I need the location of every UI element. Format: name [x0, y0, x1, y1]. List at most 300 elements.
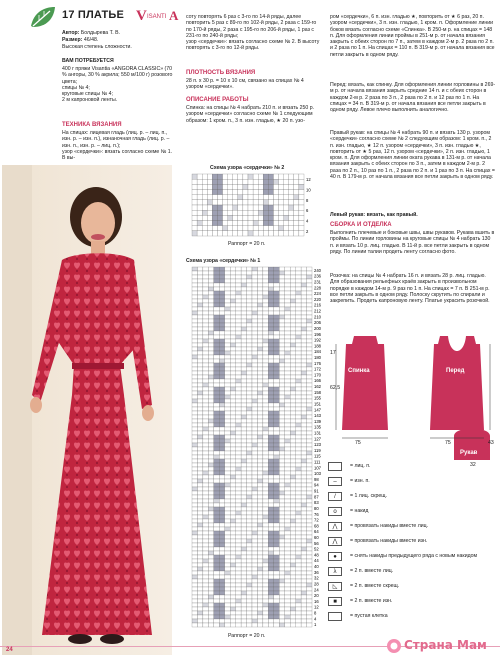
chart-cell [230, 411, 235, 415]
chart-cell [274, 279, 279, 283]
chart-cell [285, 543, 290, 547]
chart-cell [258, 205, 263, 210]
chart-cell [274, 375, 279, 379]
chart-cell [208, 383, 213, 387]
chart-cell [253, 205, 258, 210]
chart-cell [219, 563, 224, 567]
chart-cell [219, 543, 224, 547]
chart-cell [301, 575, 306, 579]
chart-cell [247, 539, 252, 543]
chart-cell [202, 179, 207, 184]
chart-cell [301, 287, 306, 291]
chart-cell [236, 443, 241, 447]
chart-cell [247, 459, 252, 463]
chart-cell [230, 519, 235, 523]
chart-cell [285, 531, 290, 535]
chart-cell [268, 200, 273, 205]
chart-cell [192, 507, 197, 511]
chart-cell [225, 323, 230, 327]
chart-cell [225, 435, 230, 439]
chart-cell [236, 491, 241, 495]
chart-cell [268, 415, 273, 419]
chart-cell [285, 603, 290, 607]
chart-cell [208, 543, 213, 547]
chart-row-label: 127 [314, 436, 321, 442]
chart-cell [268, 463, 273, 467]
chart-cell [296, 375, 301, 379]
chart-cell [268, 226, 273, 231]
chart-cell [285, 403, 290, 407]
chart-cell [202, 174, 207, 179]
chart-cell [301, 311, 306, 315]
chart-cell [236, 519, 241, 523]
chart-cell [296, 479, 301, 483]
chart-row-label: 83 [314, 500, 319, 506]
chart-cell [208, 439, 213, 443]
chart-cell [219, 599, 224, 603]
chart-cell [284, 174, 289, 179]
chart-cell [274, 539, 279, 543]
chart-cell [225, 383, 230, 387]
chart-cell [243, 195, 248, 200]
chart-cell [296, 359, 301, 363]
chart-cell [279, 467, 284, 471]
chart-cell [236, 291, 241, 295]
chart-cell [223, 184, 228, 189]
chart-cell [263, 439, 268, 443]
chart-cell [230, 323, 235, 327]
density-text: 28 п. х 30 р. = 10 х 10 см, связано на спицах № 4 узором «сердечки». [186, 78, 304, 91]
chart-cell [230, 427, 235, 431]
chart-cell [241, 327, 246, 331]
chart-cell [263, 379, 268, 383]
chart-cell [230, 607, 235, 611]
chart-cell [263, 387, 268, 391]
chart-cell [279, 190, 284, 195]
chart-cell [197, 591, 202, 595]
chart-cell [247, 359, 252, 363]
chart-cell [207, 184, 212, 189]
chart-cell [202, 231, 207, 236]
chart-cell [197, 607, 202, 611]
chart-cell [268, 419, 273, 423]
chart-cell [241, 331, 246, 335]
chart-cell [257, 583, 262, 587]
chart-cell [258, 221, 263, 226]
chart-cell [296, 287, 301, 291]
chart-cell [236, 523, 241, 527]
chart-row-label: 36 [314, 569, 319, 575]
chart-cell [252, 319, 257, 323]
legend-text: = накид [350, 508, 369, 514]
chart-cell [252, 367, 257, 371]
chart-cell [236, 411, 241, 415]
chart-cell [296, 567, 301, 571]
chart-cell [208, 271, 213, 275]
chart-cell [258, 226, 263, 231]
chart-cell [214, 419, 219, 423]
chart-cell [207, 200, 212, 205]
chart-cell [214, 595, 219, 599]
chart-cell [307, 367, 312, 371]
chart-cell [290, 455, 295, 459]
chart-cell [236, 495, 241, 499]
legend-text: = 2 п. вместе лиц. [350, 568, 394, 574]
chart-cell [274, 543, 279, 547]
chart-cell [268, 379, 273, 383]
chart-cell [208, 467, 213, 471]
chart-cell [307, 587, 312, 591]
chart-cell [192, 283, 197, 287]
chart-cell [253, 195, 258, 200]
chart-cell [268, 483, 273, 487]
chart-cell [219, 383, 224, 387]
chart-cell [197, 375, 202, 379]
chart-cell [258, 195, 263, 200]
chart-cell [214, 523, 219, 527]
chart-cell [290, 427, 295, 431]
chart-cell [197, 307, 202, 311]
chart-cell [203, 555, 208, 559]
chart-cell [192, 419, 197, 423]
chart-cell [192, 411, 197, 415]
chart-cell [273, 179, 278, 184]
chart-cell [214, 355, 219, 359]
chart-cell [273, 190, 278, 195]
chart-cell [238, 190, 243, 195]
chart-cell [219, 347, 224, 351]
chart-cell [203, 371, 208, 375]
chart-cell [263, 539, 268, 543]
chart-cell [274, 431, 279, 435]
chart-cell [247, 315, 252, 319]
chart-cell [247, 543, 252, 547]
chart-cell [197, 539, 202, 543]
chart-cell [247, 619, 252, 623]
chart-cell [252, 359, 257, 363]
chart-cell [296, 439, 301, 443]
chart-cell [268, 383, 273, 387]
chart-cell [307, 275, 312, 279]
chart-cell [279, 427, 284, 431]
chart-cell [285, 619, 290, 623]
chart-cell [263, 531, 268, 535]
chart-cell [197, 563, 202, 567]
chart-cell [241, 547, 246, 551]
chart-cell [219, 439, 224, 443]
chart-cell [214, 327, 219, 331]
chart-cell [247, 375, 252, 379]
chart-cell [247, 611, 252, 615]
chart-cell [301, 607, 306, 611]
chart-cell [197, 543, 202, 547]
chart-cell [285, 275, 290, 279]
chart-cell [192, 487, 197, 491]
chart-cell [241, 531, 246, 535]
chart-cell [274, 623, 279, 627]
chart-cell [296, 495, 301, 499]
chart-cell [203, 283, 208, 287]
chart-cell [214, 423, 219, 427]
chart-cell [257, 319, 262, 323]
chart-cell [202, 195, 207, 200]
chart-cell [236, 371, 241, 375]
chart-cell [192, 221, 197, 226]
chart-cell [296, 279, 301, 283]
chart-cell [284, 210, 289, 215]
chart-cell [225, 507, 230, 511]
chart-cell [241, 583, 246, 587]
chart-cell [301, 519, 306, 523]
chart-cell [225, 351, 230, 355]
chart-row-label: 200 [314, 325, 321, 331]
chart-cell [268, 491, 273, 495]
chart-cell [236, 299, 241, 303]
chart-cell [236, 619, 241, 623]
front-text: Перед: вязать, как спинку. Для оформления линии горловины в 269-м р. от начала вязания закрыть средние 14 п. и с обеих сторон в каждом 2-м р. 2 раза по 3 п., 2 раза по 2 п. и 12 раз по 1 п. На спицах = 34 п. В 319-м р. от начала вязания все петли закрыть в одном ряду. Левое плечо выполнить аналогично. [330, 82, 496, 114]
chart-cell [192, 447, 197, 451]
chart-cell [225, 335, 230, 339]
chart-cell [225, 423, 230, 427]
chart-cell [290, 559, 295, 563]
chart-cell [223, 221, 228, 226]
chart-cell [223, 200, 228, 205]
chart-cell [192, 279, 197, 283]
chart-cell [257, 623, 262, 627]
chart-cell [279, 355, 284, 359]
chart-cell [257, 503, 262, 507]
right-text-top: ром «сердечки», 6 п. изн. гладью ★, повторить от ★ 6 раз, 20 п. узором «сердечки», 3 п. изн. гладью, 1 кром. п. Оформление линии боков вязать согласно схеме «Спинка». В 250-м р. на спицах = 148 п. Для оформления линии проймы в 251-м р. от начала вязания закрыть с обеих сторон по 7 п., затем в каждом 2-м р. 2 раза по 2 п. и 2 раза по 1 п. На спицах = 110 п. В 319-м р. от начала вязания все петли закрыть в одном ряду. [330, 14, 495, 58]
chart-cell [230, 583, 235, 587]
chart-cell [290, 327, 295, 331]
chart-cell [296, 451, 301, 455]
chart-cell [214, 439, 219, 443]
legend-symbol: – [328, 477, 342, 486]
chart-cell [197, 507, 202, 511]
chart-cell [219, 415, 224, 419]
chart-cell [214, 399, 219, 403]
chart-cell [247, 475, 252, 479]
chart-row-label: 8 [314, 610, 317, 616]
chart-cell [296, 563, 301, 567]
chart-cell [241, 383, 246, 387]
chart-cell [214, 479, 219, 483]
chart-cell [236, 563, 241, 567]
chart-cell [230, 443, 235, 447]
chart-cell [284, 231, 289, 236]
chart-cell [203, 375, 208, 379]
chart-cell [197, 287, 202, 291]
chart-cell [203, 475, 208, 479]
chart-cell [247, 391, 252, 395]
chart-cell [263, 547, 268, 551]
chart-cell [296, 615, 301, 619]
chart-cell [225, 375, 230, 379]
chart-cell [203, 287, 208, 291]
chart-cell [219, 363, 224, 367]
chart-cell [192, 391, 197, 395]
assembly-heading: СБОРКА И ОТДЕЛКА [330, 222, 392, 228]
chart-cell [285, 299, 290, 303]
chart-cell [214, 407, 219, 411]
chart-cell [241, 579, 246, 583]
chart-cell [197, 427, 202, 431]
chart-cell [301, 379, 306, 383]
chart-cell [219, 535, 224, 539]
chart-cell [274, 499, 279, 503]
chart-cell [241, 507, 246, 511]
chart-cell [197, 535, 202, 539]
chart-cell [219, 531, 224, 535]
chart-cell [252, 379, 257, 383]
chart-cell [214, 335, 219, 339]
chart-cell [274, 407, 279, 411]
chart-cell [290, 483, 295, 487]
chart-cell [285, 567, 290, 571]
chart-cell [307, 439, 312, 443]
chart-cell [296, 443, 301, 447]
chart-cell [236, 315, 241, 319]
chart-cell [268, 347, 273, 351]
chart-cell [257, 431, 262, 435]
chart-row-label: 32 [314, 575, 319, 581]
chart-cell [214, 579, 219, 583]
chart-cell [252, 331, 257, 335]
chart-cell [230, 375, 235, 379]
chart-cell [230, 615, 235, 619]
chart-row-label: 231 [314, 279, 321, 285]
chart-cell [236, 451, 241, 455]
chart-cell [248, 226, 253, 231]
chart-cell [197, 311, 202, 315]
chart-cell [219, 443, 224, 447]
chart-cell [274, 311, 279, 315]
chart-cell [296, 347, 301, 351]
chart-cell [203, 503, 208, 507]
chart-cell [279, 351, 284, 355]
chart-cell [236, 559, 241, 563]
chart-cell [284, 195, 289, 200]
chart-cell [241, 495, 246, 499]
chart-cell [263, 200, 268, 205]
chart-cell [257, 347, 262, 351]
chart-cell [241, 491, 246, 495]
chart-cell [241, 447, 246, 451]
chart-cell [203, 271, 208, 275]
chart-cell [274, 519, 279, 523]
chart-cell [208, 311, 213, 315]
chart-cell [285, 591, 290, 595]
chart-cell [274, 295, 279, 299]
legend-text: = снять накиды предыдущего ряда с новым накидом [350, 553, 478, 559]
chart-cell [203, 355, 208, 359]
chart-cell [228, 195, 233, 200]
chart-cell [208, 563, 213, 567]
chart-cell [257, 543, 262, 547]
chart-cell [290, 583, 295, 587]
chart-cell [225, 295, 230, 299]
chart-cell [219, 327, 224, 331]
chart-cell [290, 475, 295, 479]
chart-cell [279, 455, 284, 459]
chart-cell [285, 451, 290, 455]
chart-cell [219, 615, 224, 619]
chart-cell [307, 607, 312, 611]
chart-cell [197, 205, 202, 210]
legend-item [328, 612, 498, 622]
chart-cell [212, 184, 217, 189]
chart-cell [214, 339, 219, 343]
model-photo [2, 165, 172, 655]
chart-cell [241, 363, 246, 367]
chart-cell [289, 205, 294, 210]
chart-cell [208, 623, 213, 627]
svg-text:ISANTI: ISANTI [147, 14, 167, 20]
chart-cell [208, 455, 213, 459]
chart-cell [230, 303, 235, 307]
chart-row-label: 40 [314, 564, 319, 570]
chart-cell [238, 200, 243, 205]
chart-cell [252, 283, 257, 287]
chart-cell [241, 431, 246, 435]
chart-cell [225, 359, 230, 363]
chart-cell [219, 471, 224, 475]
chart-cell [301, 423, 306, 427]
chart-cell [197, 499, 202, 503]
chart-cell [219, 527, 224, 531]
chart-cell [241, 343, 246, 347]
chart-cell [247, 547, 252, 551]
chart-cell [296, 267, 301, 271]
chart-cell [268, 575, 273, 579]
chart-cell [236, 599, 241, 603]
chart-cell [290, 291, 295, 295]
chart-cell [207, 210, 212, 215]
chart-row-label: 2 [306, 228, 309, 234]
chart-cell [279, 327, 284, 331]
chart-cell [285, 327, 290, 331]
chart-cell [197, 347, 202, 351]
chart-cell [274, 571, 279, 575]
chart-cell [225, 307, 230, 311]
chart-cell [263, 423, 268, 427]
chart-cell [268, 179, 273, 184]
chart-cell [290, 587, 295, 591]
chart-cell [268, 591, 273, 595]
chart-cell [301, 511, 306, 515]
chart-cell [247, 399, 252, 403]
chart-cell [247, 307, 252, 311]
chart-cell [217, 200, 222, 205]
chart-cell [285, 319, 290, 323]
legend-text: = изн. п. [350, 478, 370, 484]
chart-row-label: 72 [314, 517, 319, 523]
chart-cell [203, 543, 208, 547]
chart-cell [290, 615, 295, 619]
chart-cell [290, 271, 295, 275]
chart-cell [248, 221, 253, 226]
chart-cell [217, 184, 222, 189]
chart-cell [268, 623, 273, 627]
chart-cell [290, 391, 295, 395]
chart-cell [225, 331, 230, 335]
chart-cell [263, 487, 268, 491]
chart-cell [268, 475, 273, 479]
chart-cell [253, 190, 258, 195]
chart-cell [285, 295, 290, 299]
chart-cell [268, 451, 273, 455]
chart-row-label: 80 [314, 505, 319, 511]
